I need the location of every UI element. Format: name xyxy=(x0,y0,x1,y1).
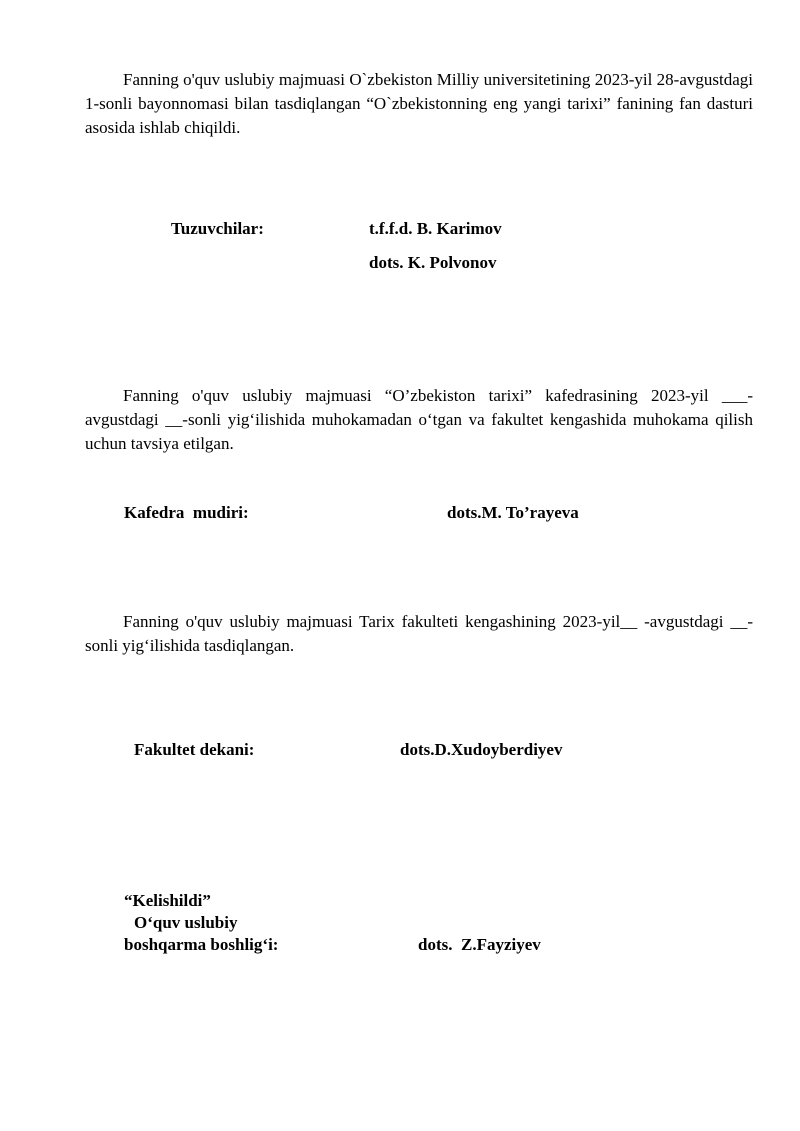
faculty-paragraph: Fanning o'quv uslubiy majmuasi Tarix fakulteti kengashining 2023-yil__ -avgustdagi __-sonli yig‘ilishida tasdiqlangan. xyxy=(85,612,753,655)
department-head-name: dots.M. To’rayeva xyxy=(447,503,579,522)
intro-paragraph: Fanning o'quv uslubiy majmuasi O`zbekiston Milliy universitetining 2023-yil 28-avgustdagi 1-sonli bayonnomasi bilan tasdiqlangan “O`zbekistonning eng yangi tarixi” fanining fan dasturi asosida ishlab chiqildi. xyxy=(85,70,753,137)
approval-office-line1: O‘quv uslubiy xyxy=(134,913,238,932)
approval-heading: “Kelishildi” xyxy=(124,891,211,910)
author-name-2: dots. K. Polvonov xyxy=(369,253,497,272)
department-head-label: Kafedra mudiri: xyxy=(124,503,249,522)
department-paragraph: Fanning o'quv uslubiy majmuasi “O’zbekiston tarixi” kafedrasining 2023-yil ___-avgustdagi __-sonli yig‘ilishida muhokamadan o‘tgan va fakultet kengashida muhokama qilish uchun tavsiya etilgan. xyxy=(85,386,753,453)
dean-label: Fakultet dekani: xyxy=(134,740,255,759)
approval-office-line2: boshqarma boshlig‘i: xyxy=(124,935,279,954)
author-name-1: t.f.f.d. B. Karimov xyxy=(369,219,502,238)
authors-label: Tuzuvchilar: xyxy=(171,219,264,238)
dean-name: dots.D.Xudoyberdiyev xyxy=(400,740,563,759)
approval-name: dots. Z.Fayziyev xyxy=(418,935,541,954)
